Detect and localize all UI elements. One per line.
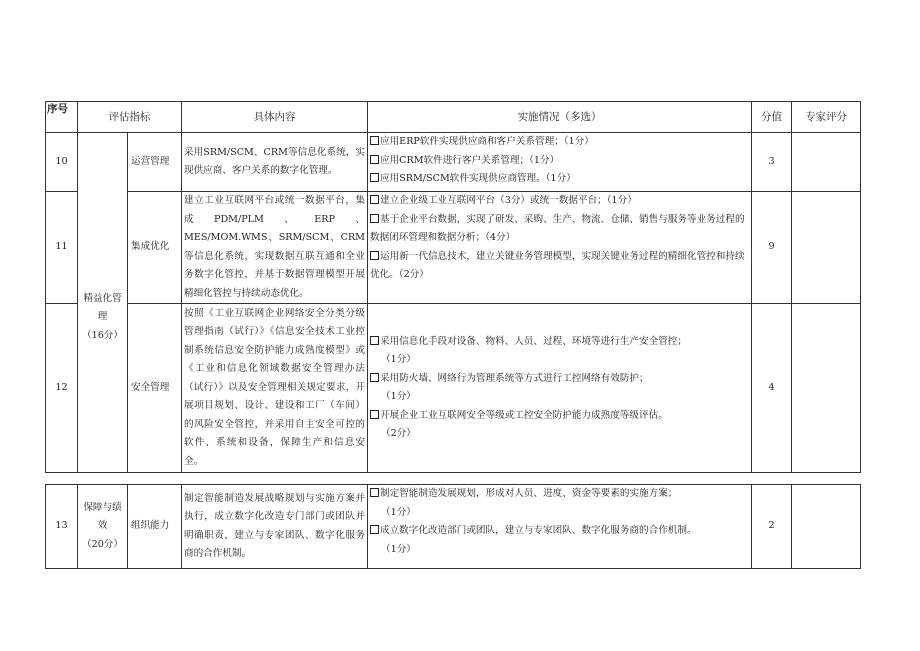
row-sub-indicator: 安全管理 — [128, 304, 182, 473]
row-impl — [368, 304, 752, 473]
checkbox-icon[interactable] — [370, 373, 379, 382]
option-item: 运用新一代信息技术，建立关键业务管理模型，实现关键业务过程的精细化管控和持续优化。（2分） — [370, 250, 745, 280]
option-item: 开展企业工业互联网安全等级或工控安全防护能力成熟度等级评估。 — [370, 407, 749, 426]
row-score: 4 — [752, 304, 792, 473]
checkbox-icon[interactable] — [370, 488, 379, 497]
option-score: （2分） — [381, 428, 416, 439]
option-item: 应用ERP软件实现供应商和客户关系管理；（1分） — [370, 133, 749, 152]
option-item: 成立数字化改造部门或团队，建立与专家团队、数字化服务商的合作机制。 — [370, 522, 749, 541]
row-expert-score[interactable] — [792, 304, 861, 473]
row-content: 采用SRM/SCM、CRM等信息化系统，实现供应商、客户关系的数字化管理。 — [182, 133, 368, 192]
checkbox-icon[interactable] — [370, 214, 379, 223]
row-sub-indicator: 集成优化 — [128, 192, 182, 304]
row-score: 2 — [752, 485, 792, 569]
row-impl — [368, 192, 752, 304]
row-seq: 11 — [46, 192, 78, 304]
option-item: 建立企业级工业互联网平台（3分）或统一数据平台；（1分） — [370, 192, 749, 211]
option-score: （1分） — [381, 543, 416, 555]
option-score: （1分） — [381, 391, 416, 402]
option-item: 应用SRM/SCM软件实现供应商管理。（1分） — [370, 170, 749, 189]
header-content: 具体内容 — [182, 102, 368, 133]
table-row — [46, 304, 861, 473]
row-expert-score[interactable] — [792, 485, 861, 569]
option-item: 采用信息化手段对设备、物料、人员、过程、环境等进行生产安全管控； — [370, 333, 749, 352]
row-expert-score[interactable] — [792, 192, 861, 304]
row-expert-score[interactable] — [792, 133, 861, 192]
group-lean-management: 精益化管 理 （16分） — [78, 133, 128, 473]
header-score: 分值 — [752, 102, 792, 133]
header-impl: 实施情况（多选） — [368, 102, 752, 133]
header-row — [46, 102, 861, 133]
row-sub-indicator: 运营管理 — [128, 133, 182, 192]
evaluation-table — [45, 101, 861, 569]
header-indicator: 评估指标 — [78, 102, 182, 133]
row-score: 9 — [752, 192, 792, 304]
table-row — [46, 192, 861, 304]
row-content: 制定智能制造发展战略规划与实施方案并执行，成立数字化改造专门部门或团队并明确职责，建立与专家团队、数字化服务商的合作机制。 — [182, 485, 368, 569]
table-row — [46, 485, 861, 569]
checkbox-icon[interactable] — [370, 251, 379, 260]
row-impl — [368, 133, 752, 192]
header-expert: 专家评分 — [792, 102, 861, 133]
row-seq: 12 — [46, 304, 78, 473]
row-sub-indicator: 组织能力 — [128, 485, 182, 569]
option-item: 基于企业平台数据，实现了研发、采购、生产、物流、仓储、销售与服务等业务过程的数据闭环管理和数据分析；（4分） — [370, 213, 745, 243]
row-content: 按照《工业互联网企业网络安全分类分级管理指南（试行）》《信息安全技术工业控制系统信息安全防护能力成熟度模型》或《工业和信息化领域数据安全管理办法（试行）》以及安全管理相关规定要求，开展项目规划、设计、建设和工厂（车间）的风险安全管控，并采用自主安全可控的软件、系统和设备，保障生产和信息安全。 — [182, 304, 368, 473]
checkbox-icon[interactable] — [370, 525, 379, 534]
option-score: （1分） — [381, 506, 416, 518]
checkbox-icon[interactable] — [370, 195, 379, 204]
option-item: 应用CRM软件进行客户关系管理；（1分） — [370, 152, 749, 171]
group-guarantee-performance: 保障与绩 效 （20分） — [78, 485, 128, 569]
checkbox-icon[interactable] — [370, 173, 379, 182]
table-row — [46, 133, 861, 192]
row-seq: 10 — [46, 133, 78, 192]
checkbox-icon[interactable] — [370, 136, 379, 145]
checkbox-icon[interactable] — [370, 155, 379, 164]
row-content: 建立工业互联网平台或统一数据平台，集成PDM/PLM、ERP、MES/MOM.WMS、SRM/SCM、CRM等信息化系统，实现数据互联互通和全业务数字化管控，并基于数据管理模型开展精细化管控与持续动态优化。 — [182, 192, 368, 304]
option-item: 采用防火墙、网络行为管理系统等方式进行工控网络有效防护； — [370, 370, 749, 389]
checkbox-icon[interactable] — [370, 336, 379, 345]
checkbox-icon[interactable] — [370, 410, 379, 419]
row-seq: 13 — [46, 485, 78, 569]
row-score: 3 — [752, 133, 792, 192]
row-impl — [368, 485, 752, 569]
option-item: 制定智能制造发展规划，形成对人员、进度、资金等要素的实施方案； — [370, 485, 749, 504]
option-score: （1分） — [381, 354, 416, 365]
header-seq: 序号 — [46, 102, 78, 133]
section-gap — [46, 473, 861, 485]
